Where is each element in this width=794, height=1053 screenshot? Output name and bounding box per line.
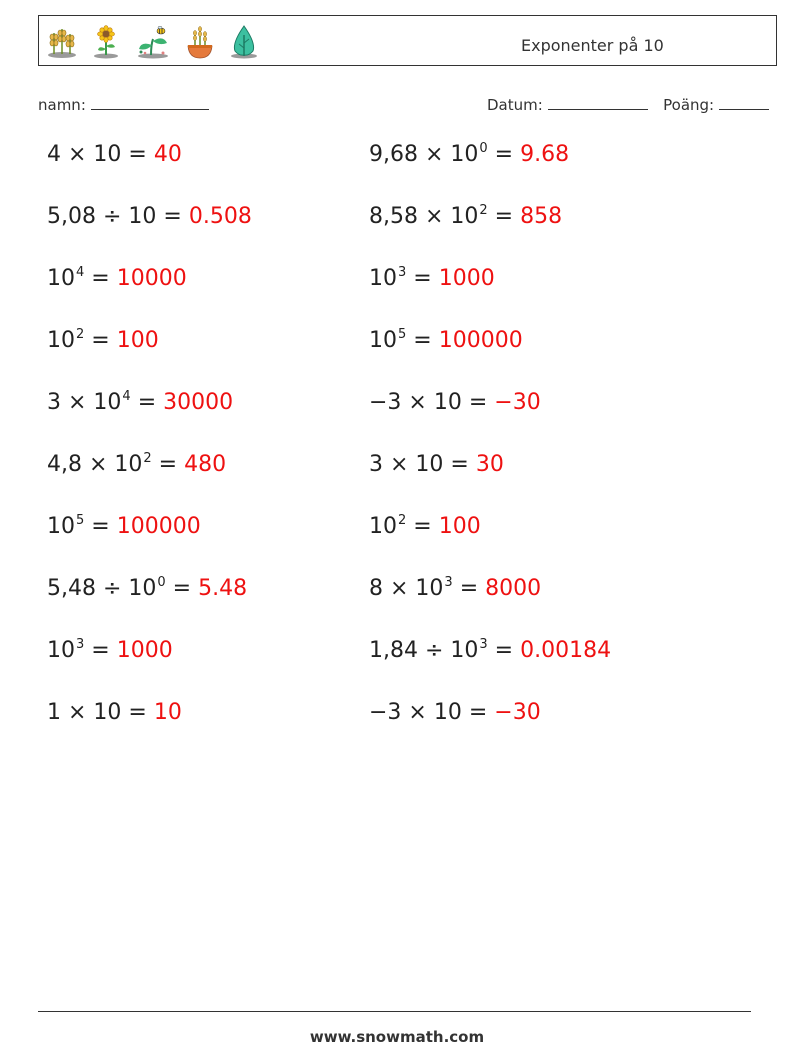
- problem-answer: 30: [475, 452, 504, 477]
- problem-item: [47, 264, 187, 297]
- problem-item: [47, 388, 233, 421]
- problem-exponent: 2: [76, 327, 85, 342]
- problem-answer: 0.00184: [520, 638, 612, 663]
- problem-exponent: 3: [479, 637, 488, 652]
- equals-sign: =: [130, 390, 164, 415]
- problem-item: [47, 698, 182, 728]
- equals-sign: =: [84, 638, 117, 663]
- equals-sign: =: [165, 576, 199, 601]
- problem-expression: 8,58 × 10: [369, 204, 479, 229]
- problem-item: [47, 326, 159, 359]
- problem-answer: 480: [184, 452, 227, 477]
- equals-sign: =: [156, 204, 189, 229]
- problem-answer: 30000: [163, 390, 234, 415]
- problem-answer: 100: [116, 328, 159, 353]
- equals-sign: =: [84, 514, 117, 539]
- potted-plant-icon: [183, 25, 217, 59]
- problem-expression: 10: [369, 266, 397, 291]
- problem-answer: 5.48: [198, 576, 248, 601]
- problem-answer: −30: [494, 390, 541, 415]
- equals-sign: =: [461, 700, 495, 725]
- problem-answer: 100000: [116, 514, 201, 539]
- problem-item: [47, 140, 182, 170]
- equals-sign: =: [84, 328, 117, 353]
- problem-answer: 0.508: [188, 204, 252, 229]
- header-icons: [45, 22, 261, 62]
- sunflower-icon: [89, 25, 123, 59]
- problem-exponent: 0: [157, 575, 166, 590]
- date-label: Datum:: [487, 96, 543, 114]
- problem-expression: 10: [47, 514, 75, 539]
- equals-sign: =: [443, 452, 476, 477]
- equals-sign: =: [487, 204, 521, 229]
- worksheet-header: [38, 15, 777, 66]
- problem-item: [47, 512, 201, 545]
- equals-sign: =: [406, 328, 439, 353]
- name-label: namn:: [38, 96, 86, 114]
- problem-answer: 10000: [116, 266, 187, 291]
- problem-exponent: 0: [479, 141, 488, 156]
- problem-answer: −30: [494, 700, 541, 725]
- equals-sign: =: [151, 452, 185, 477]
- problem-item: [369, 140, 569, 173]
- problem-expression: −3 × 10: [369, 700, 462, 725]
- problem-expression: 3 × 10: [47, 390, 122, 415]
- problem-item: [369, 698, 541, 728]
- problem-answer: 100: [438, 514, 481, 539]
- problem-exponent: 4: [122, 389, 131, 404]
- problem-item: [369, 264, 495, 297]
- problem-exponent: 4: [76, 265, 85, 280]
- equals-sign: =: [487, 142, 521, 167]
- problem-expression: 8 × 10: [369, 576, 444, 601]
- equals-sign: =: [406, 266, 439, 291]
- problem-item: [47, 202, 252, 232]
- problem-item: [369, 636, 611, 669]
- problem-exponent: 5: [76, 513, 85, 528]
- problem-expression: 10: [369, 328, 397, 353]
- problem-answer: 10: [153, 700, 182, 725]
- problem-exponent: 3: [398, 265, 407, 280]
- problem-expression: 3 × 10: [369, 452, 444, 477]
- name-blank: [91, 95, 209, 110]
- problem-item: [369, 388, 541, 418]
- tree-icon: [227, 25, 261, 59]
- problem-expression: 1,84 ÷ 10: [369, 638, 479, 663]
- problem-answer: 9.68: [520, 142, 570, 167]
- score-blank: [719, 95, 769, 110]
- problem-answer: 858: [520, 204, 563, 229]
- problem-expression: 10: [369, 514, 397, 539]
- problem-expression: 10: [47, 638, 75, 663]
- problem-item: [47, 636, 173, 669]
- problem-answer: 100000: [438, 328, 523, 353]
- problem-exponent: 2: [143, 451, 152, 466]
- problem-item: [369, 326, 523, 359]
- worksheet-title: Exponenter på 10: [521, 36, 664, 55]
- problem-item: [47, 574, 247, 607]
- problem-expression: 5,48 ÷ 10: [47, 576, 157, 601]
- problem-expression: 10: [47, 328, 75, 353]
- problem-expression: 10: [47, 266, 75, 291]
- equals-sign: =: [487, 638, 521, 663]
- problem-answer: 40: [153, 142, 182, 167]
- equals-sign: =: [121, 700, 154, 725]
- problem-answer: 1000: [116, 638, 173, 663]
- equals-sign: =: [121, 142, 154, 167]
- wheat-icon: [45, 25, 79, 59]
- footer-divider: [38, 1011, 751, 1012]
- equals-sign: =: [406, 514, 439, 539]
- score-label: Poäng:: [663, 96, 715, 114]
- problem-item: [369, 574, 541, 607]
- problem-item: [369, 450, 504, 480]
- problem-answer: 8000: [485, 576, 542, 601]
- equals-sign: =: [452, 576, 486, 601]
- problem-exponent: 3: [444, 575, 453, 590]
- problem-exponent: 5: [398, 327, 407, 342]
- problem-item: [369, 202, 562, 235]
- problem-expression: 9,68 × 10: [369, 142, 479, 167]
- footer-url: www.snowmath.com: [309, 1028, 485, 1046]
- problem-expression: 4 × 10: [47, 142, 122, 167]
- problem-expression: −3 × 10: [369, 390, 462, 415]
- problem-expression: 5,08 ÷ 10: [47, 204, 157, 229]
- equals-sign: =: [461, 390, 495, 415]
- problem-expression: 4,8 × 10: [47, 452, 143, 477]
- name-field: [38, 95, 209, 114]
- problem-answer: 1000: [438, 266, 495, 291]
- date-blank: [548, 95, 648, 110]
- problem-exponent: 2: [398, 513, 407, 528]
- problem-expression: 1 × 10: [47, 700, 122, 725]
- equals-sign: =: [84, 266, 117, 291]
- problem-exponent: 3: [76, 637, 85, 652]
- problem-item: [369, 512, 481, 545]
- date-score-field: [487, 95, 769, 114]
- problem-exponent: 2: [479, 203, 488, 218]
- problem-item: [47, 450, 226, 483]
- seedling-bee-icon: [133, 25, 173, 59]
